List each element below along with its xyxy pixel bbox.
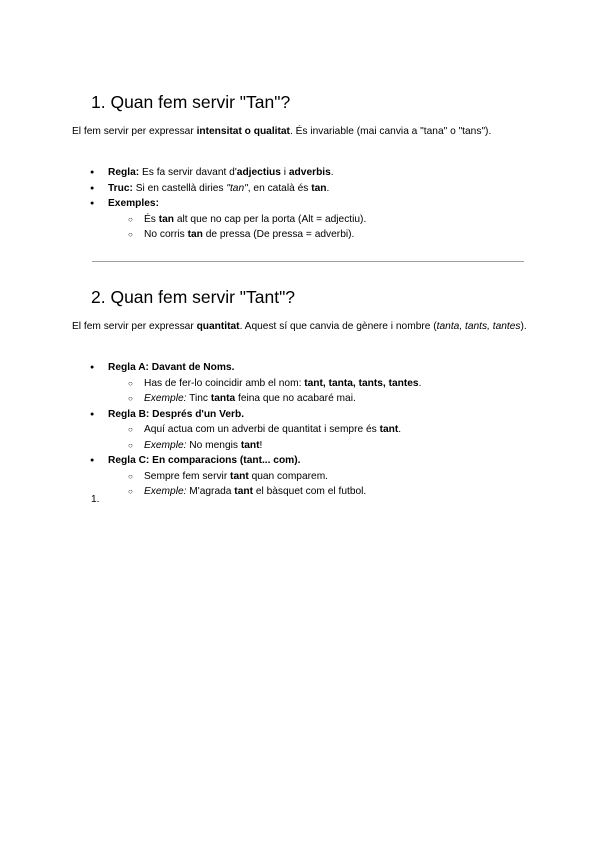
sub-emphasis: tant bbox=[240, 439, 260, 451]
intro-text: El fem servir per expressar bbox=[72, 126, 197, 137]
rule-sublist bbox=[108, 422, 421, 453]
section-heading-tan: 1. Quan fem servir "Tan"? bbox=[91, 92, 291, 112]
sub-emphasis: tan bbox=[158, 213, 175, 225]
sub-emphasis: tant, tanta, tants, tantes bbox=[304, 377, 419, 389]
sub-text: de pressa (De pressa = adverbi). bbox=[202, 229, 355, 240]
sub-list-item bbox=[108, 212, 366, 228]
sub-text: Tinc bbox=[186, 393, 211, 404]
intro-text: El fem servir per expressar bbox=[72, 321, 197, 332]
horizontal-divider bbox=[92, 261, 524, 262]
sub-list-item bbox=[108, 484, 421, 500]
section-heading-tant: 2. Quan fem servir "Tant"? bbox=[91, 287, 296, 307]
bullet-text: Si en castellà diries bbox=[132, 182, 227, 194]
sub-list-item bbox=[108, 422, 421, 438]
sub-text: ! bbox=[259, 439, 263, 451]
sub-text: Sempre fem servir bbox=[144, 470, 231, 482]
example-label: Exemple: bbox=[144, 439, 187, 451]
sub-text: . bbox=[398, 424, 402, 435]
sub-emphasis: tant bbox=[234, 486, 253, 497]
example-label: Exemple: bbox=[144, 486, 187, 497]
intro-italic: tanta, tants, tantes bbox=[436, 321, 521, 332]
bullet-emphasis: tan bbox=[311, 182, 327, 194]
sub-list-item bbox=[108, 469, 421, 485]
sub-text: Has de fer-lo coincidir amb el nom: bbox=[144, 377, 305, 389]
intro-paragraph-tant bbox=[72, 319, 532, 335]
sub-text: No mengis bbox=[186, 439, 241, 451]
sub-text: És bbox=[144, 213, 159, 225]
bullet-text: Es fa servir davant d' bbox=[139, 167, 237, 178]
bullet-label: Regla: bbox=[108, 167, 140, 178]
bullet-text: , en català és bbox=[247, 182, 312, 194]
sub-list-item bbox=[108, 376, 421, 392]
bullet-emphasis: adverbis bbox=[288, 167, 331, 178]
bullet-label: Exemples: bbox=[108, 198, 159, 209]
intro-emphasis: quantitat bbox=[196, 321, 240, 332]
sub-text: . bbox=[418, 377, 422, 389]
sub-text: No corris bbox=[144, 229, 188, 240]
sub-list-item bbox=[108, 227, 366, 243]
sub-text: Aquí actua com un adverbi de quantitat i sempre és bbox=[144, 424, 380, 435]
list-item bbox=[0, 407, 421, 454]
list-item bbox=[0, 196, 366, 243]
tan-bullet-list bbox=[0, 165, 366, 243]
sub-emphasis: tant bbox=[379, 424, 399, 435]
rule-label: Regla B: Després d'un Verb. bbox=[108, 408, 245, 420]
sub-emphasis: tant bbox=[230, 470, 249, 482]
sub-text: feina que no acabaré mai. bbox=[235, 393, 356, 404]
rule-label: Regla C: En comparacions (tant... com). bbox=[108, 455, 301, 466]
rule-sublist bbox=[108, 376, 421, 407]
sub-text: alt que no cap per la porta (Alt = adjectiu). bbox=[174, 213, 367, 225]
bullet-emphasis: adjectius bbox=[236, 167, 281, 178]
intro-text: ). bbox=[520, 321, 527, 332]
list-item bbox=[0, 360, 421, 407]
empty-numbered-item: 1. bbox=[91, 494, 100, 505]
sub-text: el bàsquet com el futbol. bbox=[252, 486, 367, 497]
bullet-label: Truc: bbox=[108, 182, 133, 194]
bullet-text: . bbox=[326, 182, 330, 194]
examples-sublist bbox=[108, 212, 366, 243]
sub-list-item bbox=[108, 438, 421, 454]
tant-rules-list bbox=[0, 360, 421, 500]
intro-text: . És invariable (mai canvia a "tana" o "tans"). bbox=[289, 126, 492, 137]
sub-text: M'agrada bbox=[186, 486, 235, 497]
sub-emphasis: tanta bbox=[210, 393, 236, 404]
intro-paragraph-tan bbox=[72, 124, 532, 140]
sub-emphasis: tan bbox=[187, 229, 203, 240]
list-item bbox=[0, 181, 366, 197]
rule-label: Regla A: Davant de Noms. bbox=[108, 362, 235, 373]
bullet-italic: "tan" bbox=[226, 182, 248, 194]
example-label: Exemple: bbox=[144, 393, 187, 404]
intro-emphasis: intensitat o qualitat bbox=[196, 126, 290, 137]
list-item bbox=[0, 453, 421, 500]
sub-text: quan comparem. bbox=[248, 470, 329, 482]
intro-text: . Aquest sí que canvia de gènere i nombre ( bbox=[239, 321, 437, 332]
rule-sublist bbox=[108, 469, 421, 500]
list-item bbox=[0, 165, 366, 181]
sub-list-item bbox=[108, 391, 421, 407]
bullet-text: i bbox=[280, 167, 289, 178]
bullet-text: . bbox=[330, 167, 334, 178]
